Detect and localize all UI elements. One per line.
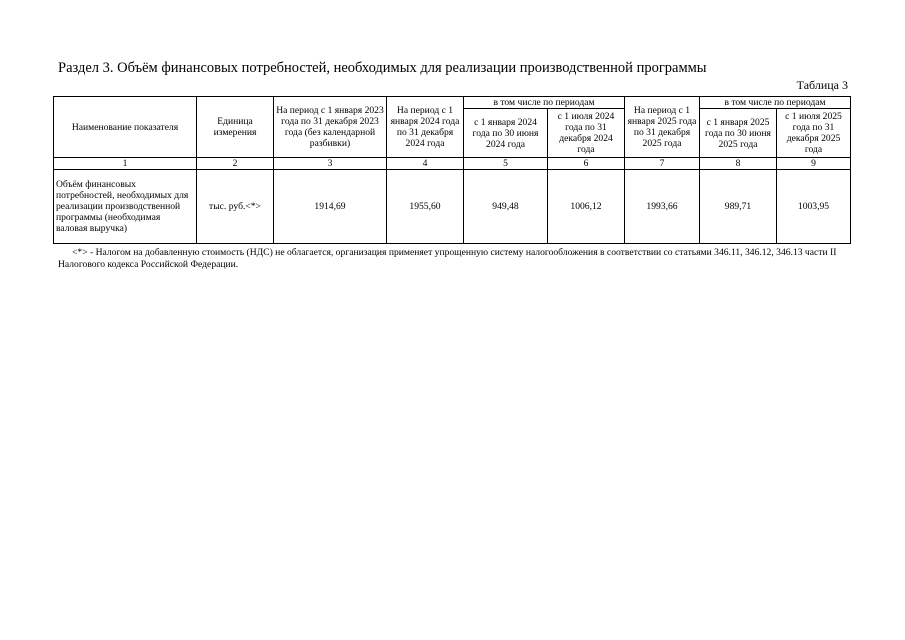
column-number: 4 <box>387 158 464 170</box>
value-2023: 1914,69 <box>274 170 387 244</box>
column-number: 5 <box>464 158 548 170</box>
value-h1-2025: 989,71 <box>700 170 777 244</box>
header-h1-2025: с 1 января 2025 года по 30 июня 2025 года <box>700 109 777 158</box>
header-period-2025: На период с 1 января 2025 года по 31 декабря 2025 года <box>625 97 700 158</box>
financial-needs-table <box>53 96 851 244</box>
column-number: 6 <box>548 158 625 170</box>
value-h2-2024: 1006,12 <box>548 170 625 244</box>
value-h2-2025: 1003,95 <box>777 170 851 244</box>
row-unit: тыс. руб.<*> <box>197 170 274 244</box>
header-h1-2024: с 1 января 2024 года по 30 июня 2024 года <box>464 109 548 158</box>
column-number: 7 <box>625 158 700 170</box>
header-including-periods-2025: в том числе по периодам <box>700 97 851 109</box>
column-number-row <box>54 158 851 170</box>
header-period-2024: На период с 1 января 2024 года по 31 декабря 2024 года <box>387 97 464 158</box>
header-h2-2024: с 1 июля 2024 года по 31 декабря 2024 года <box>548 109 625 158</box>
column-number: 8 <box>700 158 777 170</box>
section-title: Раздел 3. Объём финансовых потребностей, необходимых для реализации производственной программы <box>58 60 707 76</box>
column-number: 1 <box>54 158 197 170</box>
header-unit: Единица измерения <box>197 97 274 158</box>
header-indicator-name: Наименование показателя <box>54 97 197 158</box>
header-including-periods-2024: в том числе по периодам <box>464 97 625 109</box>
value-2024: 1955,60 <box>387 170 464 244</box>
row-indicator-name: Объём финансовых потребностей, необходимых для реализации производственной программы (необходимая валовая выручка) <box>54 170 197 244</box>
table-row <box>54 170 851 244</box>
column-number: 2 <box>197 158 274 170</box>
column-number: 9 <box>777 158 851 170</box>
value-h1-2024: 949,48 <box>464 170 548 244</box>
footnote: <*> - Налогом на добавленную стоимость (НДС) не облагается, организация применяет упрощенную систему налогообложения в соответствии со статьями 346.11, 346.12, 346.13 части II Налогового кодекса Российской Федерации. <box>58 247 837 270</box>
header-period-2023: На период с 1 января 2023 года по 31 декабря 2023 года (без календарной разбивки) <box>274 97 387 158</box>
header-h2-2025: с 1 июля 2025 года по 31 декабря 2025 года <box>777 109 851 158</box>
column-number: 3 <box>274 158 387 170</box>
table-label: Таблица 3 <box>796 78 848 92</box>
value-2025: 1993,66 <box>625 170 700 244</box>
